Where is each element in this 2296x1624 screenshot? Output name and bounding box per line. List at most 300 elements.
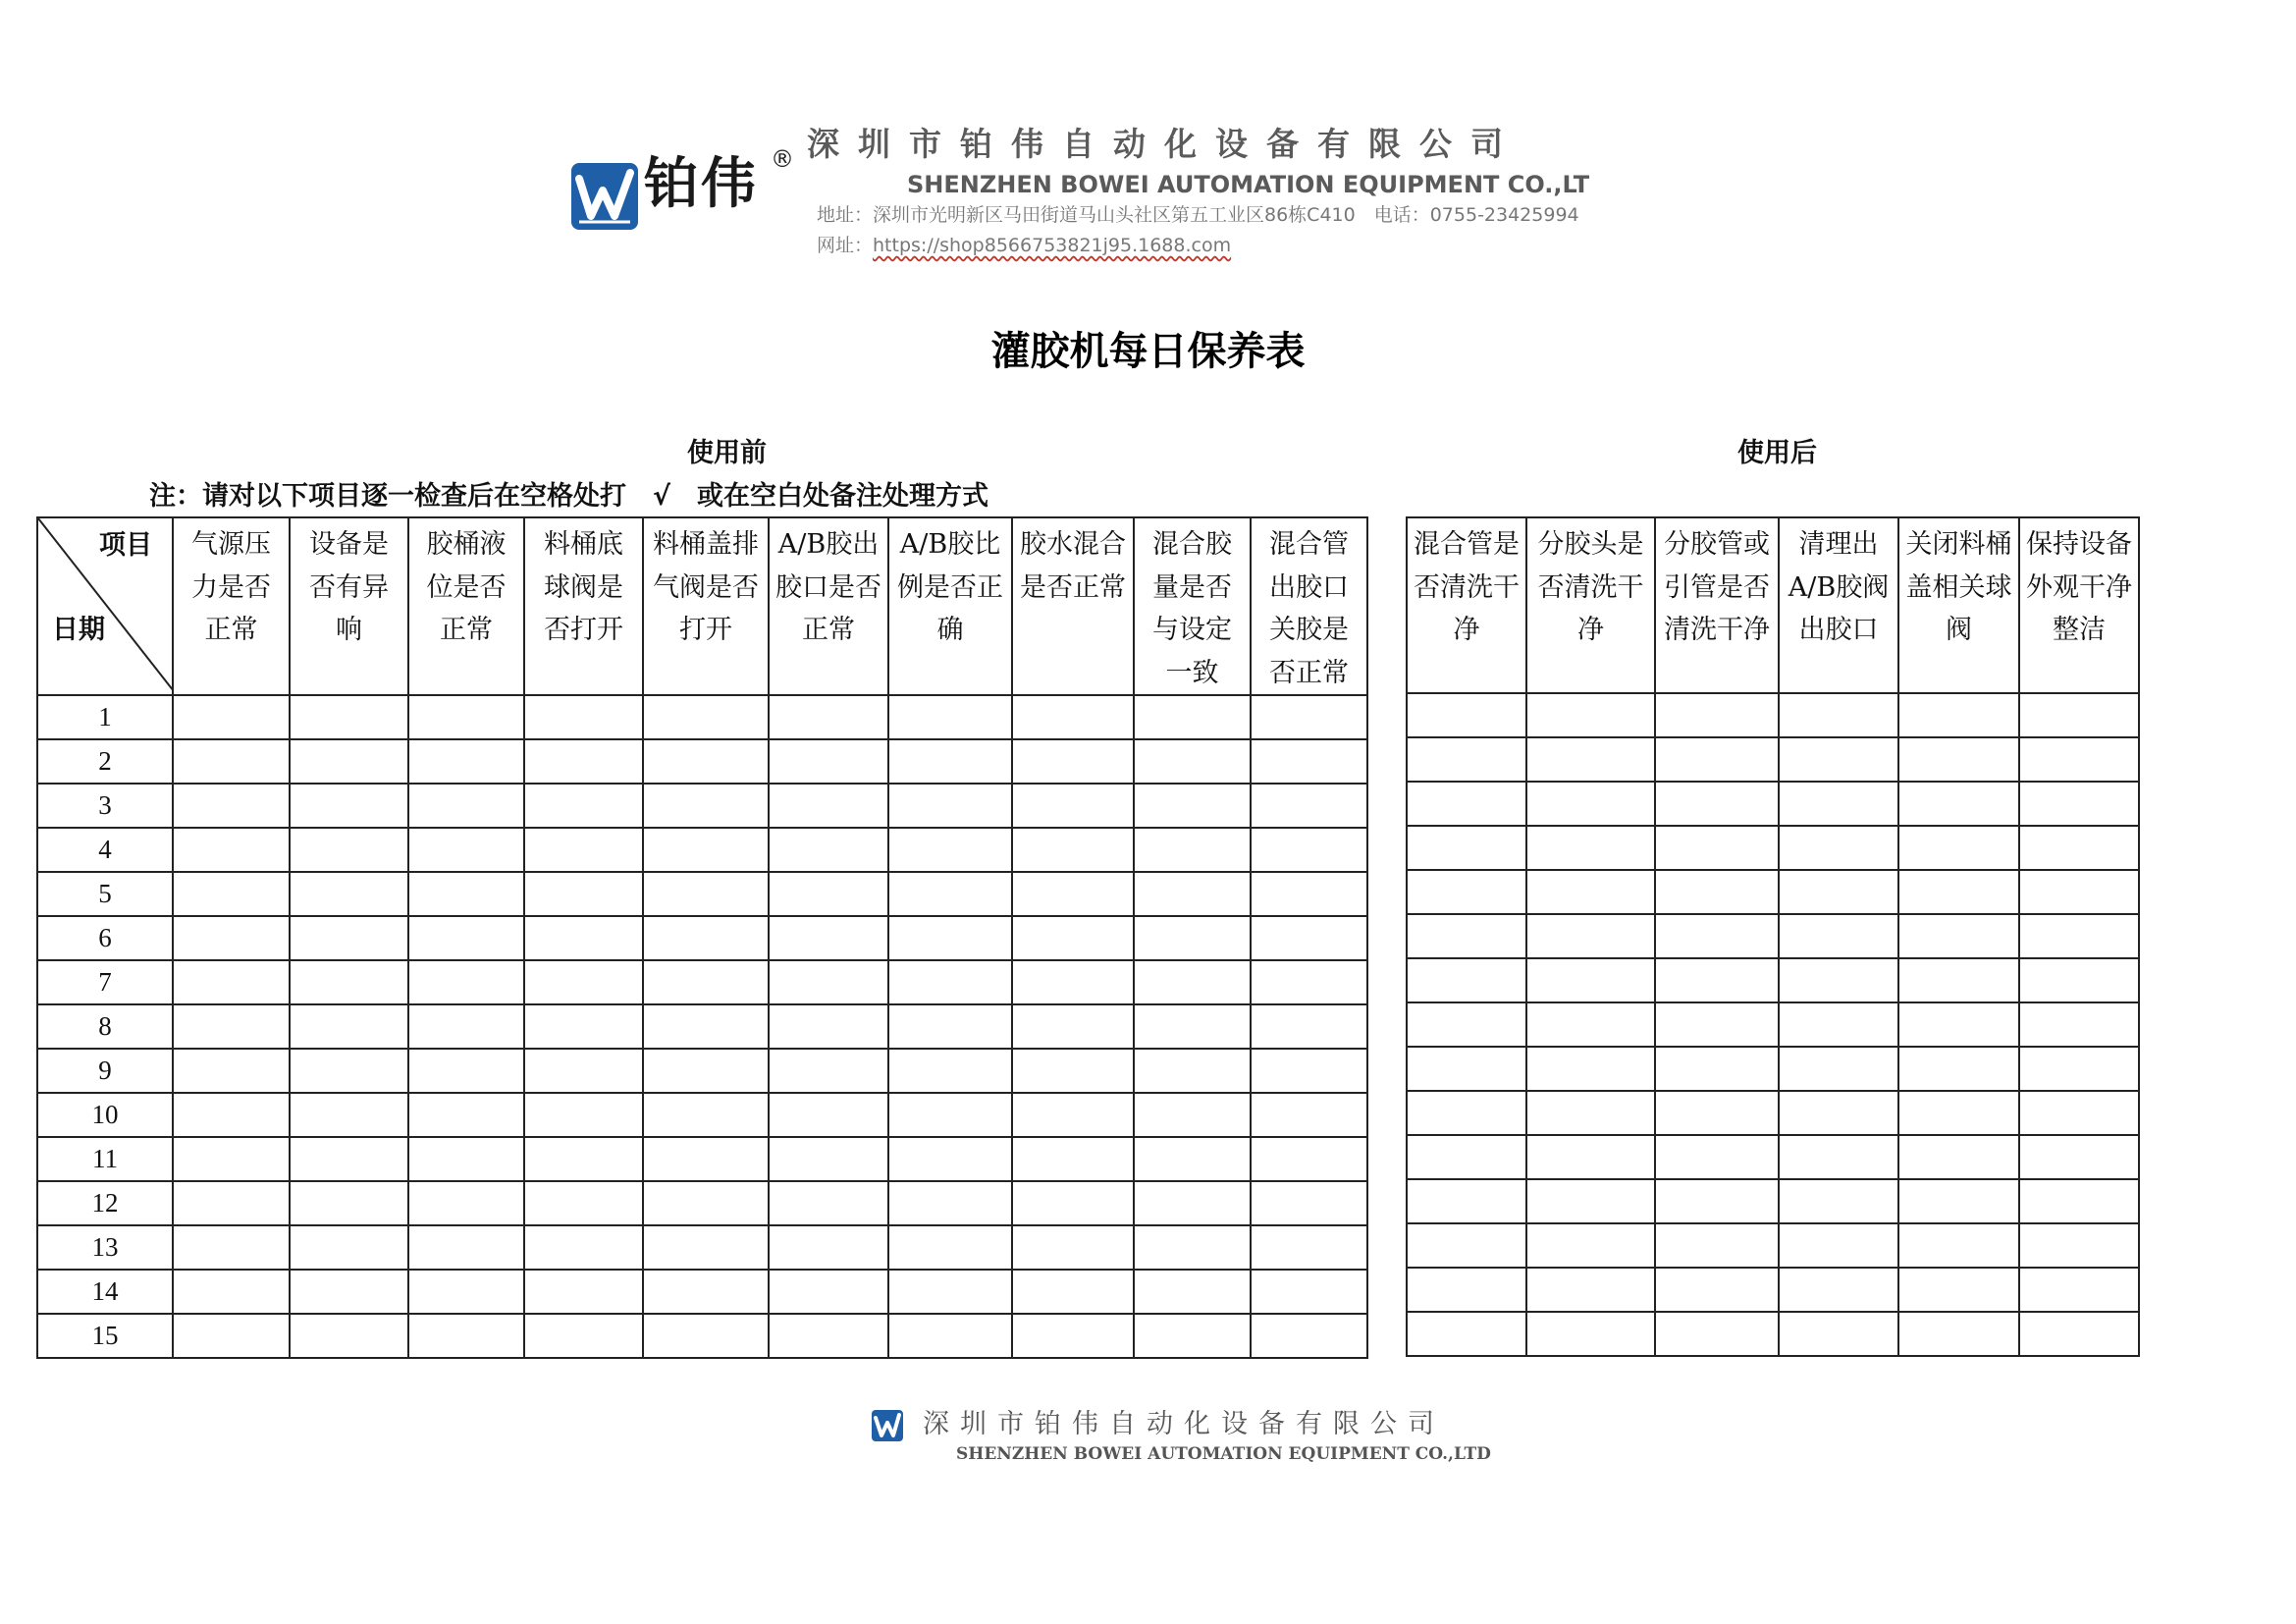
before-check-cell[interactable] [1134,1225,1251,1270]
before-check-cell[interactable] [643,1225,769,1270]
before-check-cell[interactable] [408,960,524,1004]
after-check-cell[interactable] [1526,1268,1655,1312]
after-check-cell[interactable] [2019,1047,2139,1091]
before-check-cell[interactable] [173,695,290,739]
table-row [37,1004,1367,1049]
after-check-cell[interactable] [1898,870,2019,914]
before-check-cell[interactable] [888,1225,1012,1270]
before-check-cell[interactable] [1012,739,1134,784]
before-check-cell[interactable] [173,1093,290,1137]
after-check-cell[interactable] [1898,782,2019,826]
before-check-cell[interactable] [1251,739,1367,784]
date-cell: 8 [37,1004,173,1049]
before-check-cell[interactable] [643,960,769,1004]
after-check-cell[interactable] [1407,914,1526,958]
table-row [1407,1223,2139,1268]
before-check-cell[interactable] [1134,1314,1251,1358]
after-column-header [2019,517,2139,693]
before-check-cell[interactable] [1012,784,1134,828]
before-check-cell[interactable] [1251,960,1367,1004]
before-check-cell[interactable] [173,1049,290,1093]
before-check-cell[interactable] [1251,1004,1367,1049]
after-check-cell[interactable] [1779,1223,1898,1268]
before-check-cell[interactable] [524,1225,643,1270]
before-check-cell[interactable] [1012,1181,1134,1225]
before-check-cell[interactable] [1134,1004,1251,1049]
before-check-cell[interactable] [173,916,290,960]
before-check-cell[interactable] [888,916,1012,960]
before-check-cell[interactable] [888,695,1012,739]
before-check-cell[interactable] [1012,1049,1134,1093]
after-check-cell[interactable] [1898,693,2019,737]
before-check-cell[interactable] [1134,784,1251,828]
before-column-label: 胶水混合是否正常 [1020,529,1126,603]
after-column-header [1407,517,1526,693]
brand-name: 铂伟 [644,152,758,216]
before-check-cell[interactable] [1012,916,1134,960]
company-name-cn: 深圳市铂伟自动化设备有限公司 [807,125,1522,163]
after-check-cell[interactable] [1407,1002,1526,1047]
after-check-cell[interactable] [1898,1223,2019,1268]
after-check-cell[interactable] [1407,1223,1526,1268]
after-check-cell[interactable] [1779,958,1898,1002]
before-check-cell[interactable] [769,1049,888,1093]
after-check-cell[interactable] [1526,693,1655,737]
before-check-cell[interactable] [1134,1270,1251,1314]
after-column-label: 关闭料桶盖相关球阀 [1905,529,2012,645]
after-check-cell[interactable] [1655,1312,1779,1356]
before-check-cell[interactable] [290,828,408,872]
before-check-cell[interactable] [769,784,888,828]
before-check-cell[interactable] [173,872,290,916]
table-row [1407,1312,2139,1356]
before-check-cell[interactable] [290,1181,408,1225]
before-check-cell[interactable] [290,1049,408,1093]
before-check-cell[interactable] [408,828,524,872]
before-check-cell[interactable] [290,1137,408,1181]
after-check-cell[interactable] [1655,782,1779,826]
before-check-cell[interactable] [408,695,524,739]
footer-company-cn: 深圳市铂伟自动化设备有限公司 [923,1409,1445,1439]
before-check-cell[interactable] [643,872,769,916]
before-check-cell[interactable] [769,1093,888,1137]
table-row [37,960,1367,1004]
after-check-cell[interactable] [1526,1223,1655,1268]
before-check-cell[interactable] [408,1137,524,1181]
before-check-cell[interactable] [643,739,769,784]
after-check-cell[interactable] [2019,958,2139,1002]
before-check-cell[interactable] [1251,828,1367,872]
after-check-cell[interactable] [2019,782,2139,826]
before-check-cell[interactable] [290,784,408,828]
after-check-cell[interactable] [1526,1091,1655,1135]
before-check-cell[interactable] [1012,1093,1134,1137]
before-column-label: 料桶盖排气阀是否打开 [653,529,759,645]
before-column-label: A/B胶比例是否正确 [897,529,1003,645]
before-check-cell[interactable] [1134,1137,1251,1181]
before-check-cell[interactable] [643,784,769,828]
after-check-cell[interactable] [1779,1091,1898,1135]
after-check-cell[interactable] [1779,914,1898,958]
before-check-cell[interactable] [888,1004,1012,1049]
table-row [1407,1002,2139,1047]
before-check-cell[interactable] [1012,1270,1134,1314]
after-header-row [1407,517,2139,693]
after-check-cell[interactable] [1779,1135,1898,1179]
after-check-cell[interactable] [2019,1223,2139,1268]
before-check-cell[interactable] [1012,960,1134,1004]
after-check-cell[interactable] [1898,958,2019,1002]
after-check-cell[interactable] [1407,1091,1526,1135]
before-check-cell[interactable] [1251,1049,1367,1093]
before-check-cell[interactable] [408,1049,524,1093]
before-check-cell[interactable] [643,1049,769,1093]
before-check-cell[interactable] [1134,828,1251,872]
after-check-cell[interactable] [1898,1091,2019,1135]
before-check-cell[interactable] [524,739,643,784]
before-check-cell[interactable] [1012,1314,1134,1358]
before-check-cell[interactable] [1251,1137,1367,1181]
before-check-cell[interactable] [1134,960,1251,1004]
after-check-cell[interactable] [1655,693,1779,737]
after-column-label: 混合管是否清洗干净 [1414,529,1520,645]
after-check-cell[interactable] [1655,1002,1779,1047]
after-check-cell[interactable] [2019,1312,2139,1356]
after-check-cell[interactable] [1526,1002,1655,1047]
before-check-cell[interactable] [1251,872,1367,916]
before-column-header [888,517,1012,695]
after-check-cell[interactable] [2019,914,2139,958]
company-logo-icon [571,163,638,230]
before-check-cell[interactable] [173,784,290,828]
after-check-cell[interactable] [1898,914,2019,958]
after-check-cell[interactable] [1655,826,1779,870]
before-column-header [1251,517,1367,695]
after-check-cell[interactable] [1655,1179,1779,1223]
website-label: 网址： [817,235,874,256]
before-check-cell[interactable] [1251,1270,1367,1314]
after-check-cell[interactable] [1526,1312,1655,1356]
before-check-cell[interactable] [408,916,524,960]
before-check-cell[interactable] [524,1137,643,1181]
after-check-cell[interactable] [1526,870,1655,914]
after-check-cell[interactable] [2019,826,2139,870]
table-row [37,1181,1367,1225]
before-check-cell[interactable] [769,960,888,1004]
after-check-cell[interactable] [1655,870,1779,914]
before-check-cell[interactable] [524,695,643,739]
before-check-cell[interactable] [643,1270,769,1314]
before-check-cell[interactable] [408,1314,524,1358]
before-check-cell[interactable] [1012,828,1134,872]
after-check-cell[interactable] [1526,914,1655,958]
before-check-cell[interactable] [888,828,1012,872]
after-column-label: 保持设备外观干净整洁 [2026,529,2132,645]
before-check-cell[interactable] [643,1137,769,1181]
after-check-cell[interactable] [1407,870,1526,914]
after-check-cell[interactable] [1898,826,2019,870]
before-column-header [173,517,290,695]
before-check-cell[interactable] [290,739,408,784]
after-check-cell[interactable] [1526,782,1655,826]
after-check-cell[interactable] [1526,826,1655,870]
before-check-cell[interactable] [1134,1093,1251,1137]
before-check-cell[interactable] [643,1093,769,1137]
after-check-cell[interactable] [2019,1179,2139,1223]
before-check-cell[interactable] [524,1270,643,1314]
after-check-cell[interactable] [1655,958,1779,1002]
before-check-cell[interactable] [173,739,290,784]
before-check-cell[interactable] [888,784,1012,828]
date-cell: 3 [37,784,173,828]
after-check-cell[interactable] [1526,1047,1655,1091]
before-check-cell[interactable] [408,739,524,784]
before-check-cell[interactable] [1251,1314,1367,1358]
table-row [37,1314,1367,1358]
footer-company-en: SHENZHEN BOWEI AUTOMATION EQUIPMENT CO.,LTD [956,1444,1491,1464]
before-check-cell[interactable] [1012,1004,1134,1049]
after-column-header [1655,517,1779,693]
after-check-cell[interactable] [1655,1091,1779,1135]
table-row [1407,693,2139,737]
date-cell: 11 [37,1137,173,1181]
table-row [37,1049,1367,1093]
after-check-cell[interactable] [1526,1179,1655,1223]
before-check-cell[interactable] [1251,1181,1367,1225]
before-check-cell[interactable] [290,1093,408,1137]
after-check-cell[interactable] [1898,1179,2019,1223]
after-check-cell[interactable] [1779,782,1898,826]
after-check-cell[interactable] [1898,1135,2019,1179]
before-column-header [1134,517,1251,695]
before-check-cell[interactable] [1134,1181,1251,1225]
after-use-table [1406,516,2140,1357]
before-check-cell[interactable] [769,695,888,739]
after-column-label: 清理出A/B胶阀出胶口 [1788,529,1890,645]
before-check-cell[interactable] [173,1181,290,1225]
after-check-cell[interactable] [1526,737,1655,782]
before-check-cell[interactable] [643,1004,769,1049]
before-check-cell[interactable] [888,1314,1012,1358]
after-check-cell[interactable] [2019,1002,2139,1047]
before-check-cell[interactable] [769,1004,888,1049]
after-check-cell[interactable] [1407,693,1526,737]
after-check-cell[interactable] [1779,1179,1898,1223]
after-check-cell[interactable] [1779,870,1898,914]
before-check-cell[interactable] [524,872,643,916]
after-check-cell[interactable] [1779,693,1898,737]
after-check-cell[interactable] [1407,782,1526,826]
date-cell: 15 [37,1314,173,1358]
before-check-cell[interactable] [524,1314,643,1358]
before-check-cell[interactable] [408,1181,524,1225]
after-check-cell[interactable] [1779,826,1898,870]
after-check-cell[interactable] [1655,737,1779,782]
section-label-after-use: 使用后 [1737,438,1817,468]
company-address: 地址：深圳市光明新区马田街道马山头社区第五工业区86栋C410 电话：0755-23425994 [817,204,1579,226]
after-check-cell[interactable] [1779,1047,1898,1091]
before-check-cell[interactable] [290,916,408,960]
footer-logo-icon [872,1410,903,1441]
before-check-cell[interactable] [769,1181,888,1225]
before-check-cell[interactable] [1012,1137,1134,1181]
before-check-cell[interactable] [643,1314,769,1358]
after-check-cell[interactable] [1407,1047,1526,1091]
before-check-cell[interactable] [524,960,643,1004]
date-cell: 10 [37,1093,173,1137]
before-column-label: 混合胶量是否与设定一致 [1152,529,1232,688]
before-check-cell[interactable] [408,1270,524,1314]
after-check-cell[interactable] [2019,1135,2139,1179]
before-check-cell[interactable] [888,1270,1012,1314]
before-check-cell[interactable] [643,916,769,960]
before-check-cell[interactable] [173,1270,290,1314]
after-check-cell[interactable] [1898,1047,2019,1091]
before-check-cell[interactable] [1251,695,1367,739]
after-check-cell[interactable] [1898,1002,2019,1047]
before-check-cell[interactable] [524,1049,643,1093]
after-check-cell[interactable] [1655,1268,1779,1312]
before-check-cell[interactable] [888,1093,1012,1137]
after-check-cell[interactable] [1779,1268,1898,1312]
before-check-cell[interactable] [1134,1049,1251,1093]
after-check-cell[interactable] [1898,737,2019,782]
before-use-table [36,516,1368,1359]
before-check-cell[interactable] [290,872,408,916]
before-check-cell[interactable] [408,1225,524,1270]
before-check-cell[interactable] [173,960,290,1004]
before-check-cell[interactable] [408,784,524,828]
before-check-cell[interactable] [290,1004,408,1049]
after-check-cell[interactable] [1526,958,1655,1002]
before-check-cell[interactable] [888,960,1012,1004]
after-check-cell[interactable] [1898,1268,2019,1312]
table-row [1407,1179,2139,1223]
before-check-cell[interactable] [1251,1225,1367,1270]
registered-mark: ® [771,145,794,173]
before-check-cell[interactable] [643,695,769,739]
after-check-cell[interactable] [1779,737,1898,782]
table-row [37,1270,1367,1314]
website-link[interactable]: https://shop8566753821j95.1688.com [873,235,1232,256]
date-cell: 12 [37,1181,173,1225]
before-check-cell[interactable] [408,872,524,916]
after-check-cell[interactable] [1407,1135,1526,1179]
before-check-cell[interactable] [769,1225,888,1270]
before-check-cell[interactable] [408,1093,524,1137]
before-check-cell[interactable] [524,916,643,960]
after-table-body [1407,693,2139,1356]
before-check-cell[interactable] [173,1004,290,1049]
before-check-cell[interactable] [888,739,1012,784]
before-check-cell[interactable] [769,828,888,872]
after-check-cell[interactable] [1407,958,1526,1002]
before-check-cell[interactable] [1012,1225,1134,1270]
before-check-cell[interactable] [1012,872,1134,916]
before-check-cell[interactable] [1251,916,1367,960]
before-check-cell[interactable] [1012,695,1134,739]
corner-header [37,517,173,695]
after-check-cell[interactable] [2019,737,2139,782]
table-row [1407,826,2139,870]
before-column-label: 混合管出胶口关胶是否正常 [1269,529,1349,688]
before-check-cell[interactable] [290,695,408,739]
after-check-cell[interactable] [1407,826,1526,870]
before-check-cell[interactable] [524,1004,643,1049]
before-check-cell[interactable] [1134,739,1251,784]
after-check-cell[interactable] [1779,1002,1898,1047]
before-check-cell[interactable] [524,1093,643,1137]
after-check-cell[interactable] [1779,1312,1898,1356]
before-check-cell[interactable] [408,1004,524,1049]
company-website [817,237,1231,255]
table-row [1407,1047,2139,1091]
before-check-cell[interactable] [1134,872,1251,916]
after-check-cell[interactable] [1407,737,1526,782]
before-check-cell[interactable] [888,1049,1012,1093]
table-row [1407,1268,2139,1312]
before-check-cell[interactable] [524,784,643,828]
before-check-cell[interactable] [173,1314,290,1358]
after-check-cell[interactable] [1655,1047,1779,1091]
before-check-cell[interactable] [173,828,290,872]
after-check-cell[interactable] [1526,1135,1655,1179]
after-check-cell[interactable] [1407,1268,1526,1312]
section-label-before-use: 使用前 [687,438,767,468]
after-column-header [1898,517,2019,693]
before-check-cell[interactable] [1134,916,1251,960]
before-check-cell[interactable] [769,739,888,784]
before-check-cell[interactable] [290,960,408,1004]
before-check-cell[interactable] [290,1225,408,1270]
before-check-cell[interactable] [524,1181,643,1225]
before-check-cell[interactable] [290,1270,408,1314]
after-check-cell[interactable] [1407,1179,1526,1223]
before-check-cell[interactable] [769,872,888,916]
before-check-cell[interactable] [769,916,888,960]
before-check-cell[interactable] [1251,1093,1367,1137]
after-check-cell[interactable] [1407,1312,1526,1356]
after-check-cell[interactable] [2019,693,2139,737]
before-check-cell[interactable] [888,1181,1012,1225]
before-check-cell[interactable] [769,1314,888,1358]
after-check-cell[interactable] [1655,914,1779,958]
before-check-cell[interactable] [769,1137,888,1181]
before-check-cell[interactable] [769,1270,888,1314]
after-check-cell[interactable] [1898,1312,2019,1356]
before-check-cell[interactable] [524,828,643,872]
before-column-label: 料桶底球阀是否打开 [544,529,623,645]
before-check-cell[interactable] [290,1314,408,1358]
after-check-cell[interactable] [2019,1091,2139,1135]
table-row [37,828,1367,872]
date-cell: 1 [37,695,173,739]
before-check-cell[interactable] [173,1225,290,1270]
before-check-cell[interactable] [888,872,1012,916]
before-check-cell[interactable] [1251,784,1367,828]
before-check-cell[interactable] [643,1181,769,1225]
after-column-label: 分胶管或引管是否清洗干净 [1664,529,1770,645]
date-cell: 13 [37,1225,173,1270]
after-check-cell[interactable] [1655,1135,1779,1179]
after-check-cell[interactable] [2019,870,2139,914]
after-check-cell[interactable] [1655,1223,1779,1268]
before-check-cell[interactable] [888,1137,1012,1181]
before-check-cell[interactable] [643,828,769,872]
before-check-cell[interactable] [173,1137,290,1181]
after-check-cell[interactable] [2019,1268,2139,1312]
before-check-cell[interactable] [1134,695,1251,739]
